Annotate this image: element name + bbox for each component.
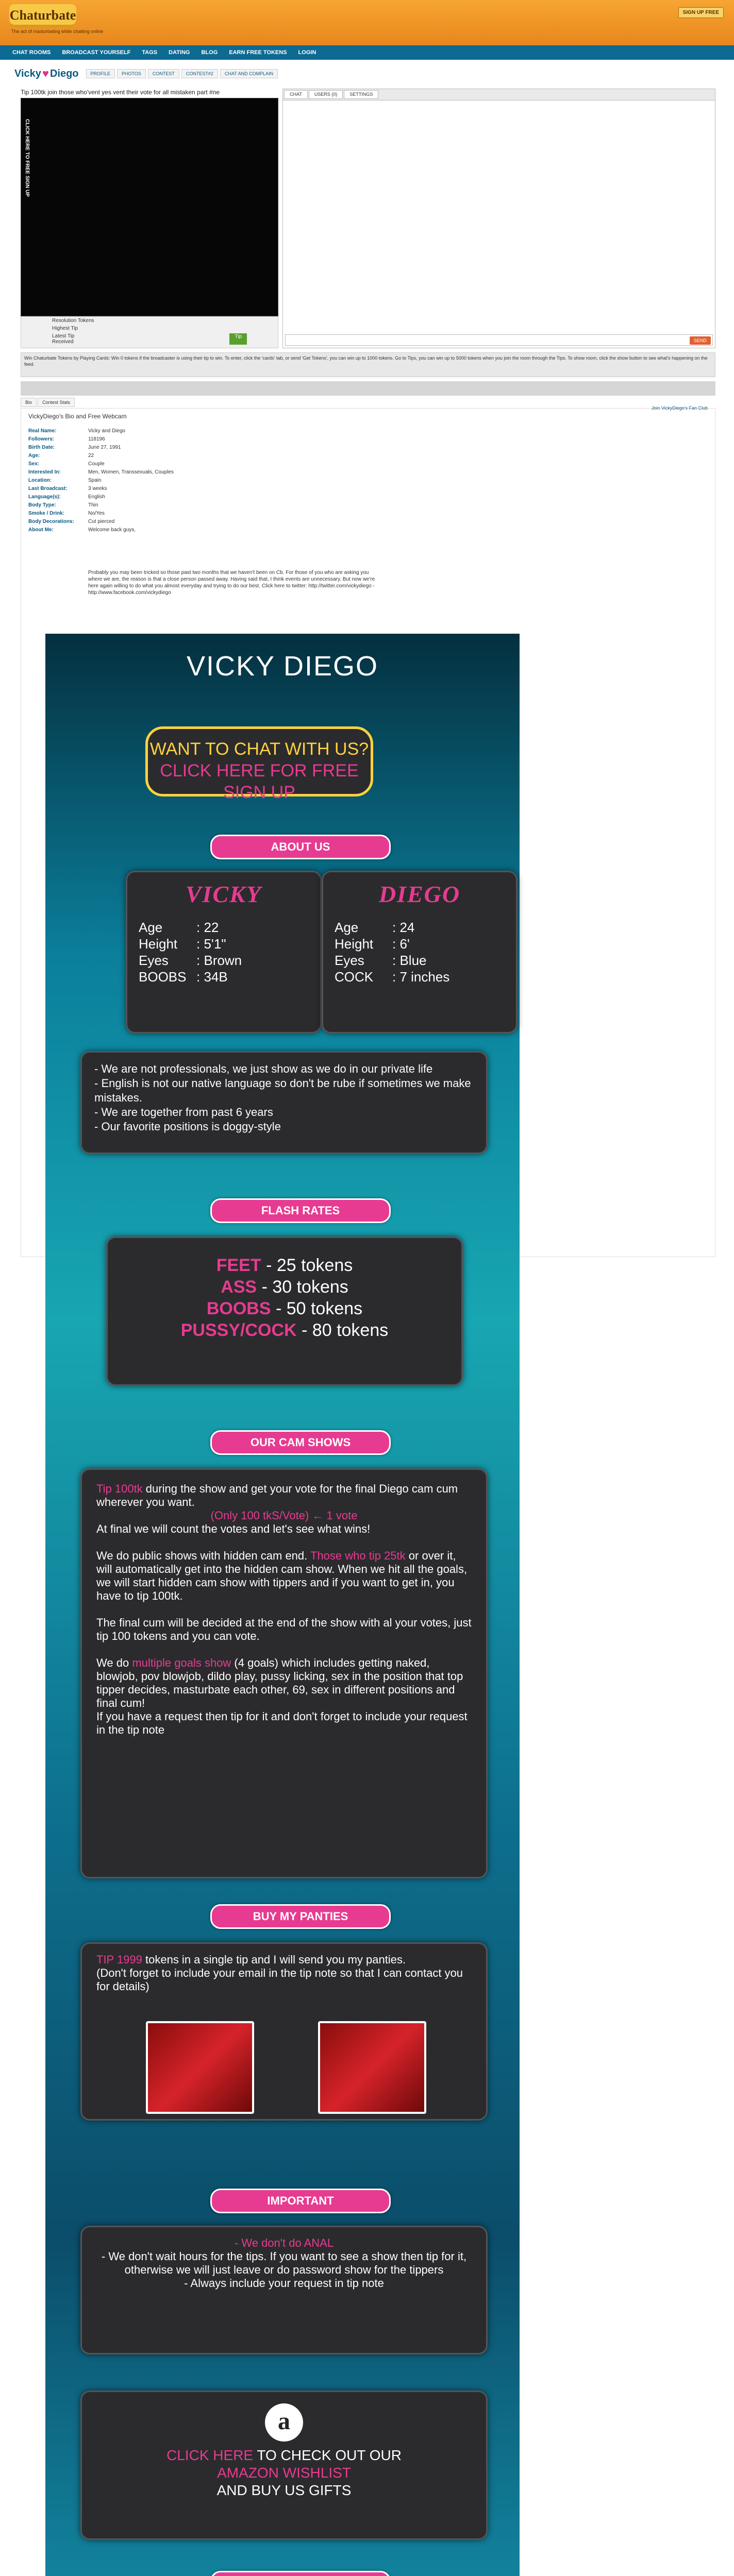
fact-line: - Our favorite positions is doggy-style — [94, 1120, 281, 1133]
amazon-link[interactable]: CLICK HERE — [166, 2447, 254, 2463]
diego-row — [335, 969, 505, 985]
fact-value: : 22 — [196, 920, 219, 935]
divider-bar — [21, 381, 715, 396]
shows-paragraph — [96, 1482, 472, 1509]
text: . When we hit all the goals, we will start hidden cam show with tippers and if you want to get in, you have to tip 100tk. — [96, 1563, 468, 1602]
bio-key: Language(s): — [28, 494, 61, 500]
nav-tags[interactable]: TAGS — [142, 49, 158, 56]
fact-line: - English is not our native language so don't be rube if sometimes we make mistakes. — [94, 1077, 471, 1104]
panties-photo — [146, 2021, 254, 2114]
bio-row — [28, 468, 358, 477]
bio-key: About Me: — [28, 527, 54, 533]
rate-item: PUSSY/COCK — [180, 1320, 297, 1340]
fact-key: Eyes — [139, 953, 169, 968]
panties-label: BUY MY PANTIES — [210, 1904, 391, 1929]
vicky-row — [139, 952, 309, 969]
bio-row — [28, 452, 358, 460]
bio-row — [28, 493, 358, 501]
text: during the show and get your vote for the final Diego cam cum wherever you want. — [96, 1482, 458, 1509]
text: TO CHECK OUT OUR — [253, 2447, 402, 2463]
bio-row — [28, 460, 358, 468]
rate-item: FEET — [216, 1256, 261, 1275]
nav-blog[interactable]: BLOG — [201, 49, 218, 56]
room-tabs — [86, 69, 278, 78]
bio-table — [28, 427, 358, 534]
bio-row — [28, 510, 358, 518]
diego-card — [322, 871, 518, 1033]
chat-input[interactable] — [285, 334, 713, 346]
rate-row — [108, 1276, 461, 1298]
signup-button[interactable]: SIGN UP FREE — [678, 7, 724, 18]
fact-value: : 6' — [392, 936, 410, 952]
bio-row — [28, 477, 358, 485]
cam-shows-label: OUR CAM SHOWS — [210, 1430, 391, 1455]
tab-settings[interactable]: SETTINGS — [344, 90, 378, 99]
bio-row — [28, 501, 358, 510]
rate-row — [108, 1255, 461, 1276]
main-nav — [0, 45, 734, 60]
chat-send-button[interactable]: SEND — [690, 336, 711, 345]
important-line: - We don't do ANAL — [234, 2236, 334, 2249]
room-subject: Tip 100tk join those who'vent yes vent their vote for all mistaken part #ne — [21, 89, 220, 96]
about-me-text: Probably you may been tricked so those past two months that we haven't been on Cb. For those of you who are asking you where we are, the reason is that a close person passed away. Having said that, I think events are unnecessary. But now we're here again willing to do what you almost everyday and trying to do our best. Click here to twitter: http://twitter.com/vickydiego - http://www.facebook.com/vickydiego — [88, 570, 375, 596]
rate-cost: - 30 tokens — [261, 1277, 348, 1297]
shows-paragraph — [96, 1656, 472, 1710]
resolution-label: Resolution Tokens — [52, 318, 94, 324]
shows-paragraph: At final we will count the votes and let's see what wins! — [96, 1522, 371, 1535]
highlight: TIP 1999 — [96, 1953, 142, 1966]
highest-tip-label: Highest Tip — [52, 326, 78, 331]
bio-key: Body Type: — [28, 502, 56, 508]
tab-photos[interactable]: PHOTOS — [117, 69, 146, 78]
vicky-row — [139, 969, 309, 985]
bio-tabs — [21, 398, 75, 407]
video-player[interactable] — [21, 98, 278, 316]
rate-cost: - 25 tokens — [266, 1256, 353, 1275]
bio-value: June 27, 1991 — [88, 445, 121, 450]
bio-value: Welcome back guys, — [88, 527, 136, 533]
tab-contest[interactable]: CONTEST — [148, 69, 179, 78]
fact-line: - We are together from past 6 years — [94, 1106, 273, 1118]
vicky-name: VICKY — [185, 881, 262, 907]
bio-value: 22 — [88, 453, 94, 459]
amazon-gifts-text: AND BUY US GIFTS — [216, 2482, 352, 2498]
bio-row — [28, 444, 358, 452]
bio-key: Interested In: — [28, 469, 61, 475]
bio-row — [28, 526, 358, 534]
text: We do public shows with hidden cam end. — [96, 1549, 308, 1562]
tab-profile[interactable]: PROFILE — [86, 69, 115, 78]
bio-row — [28, 485, 358, 493]
bio-value: Thin — [88, 502, 98, 508]
highlight: multiple goals show — [132, 1656, 231, 1669]
bio-row — [28, 427, 358, 435]
bio-value: No/Yes — [88, 511, 105, 516]
video-signup-link[interactable]: CLICK HERE TO FREE SIGN UP — [24, 119, 30, 197]
bio-value: Spain — [88, 478, 102, 483]
bio-value: English — [88, 494, 105, 500]
bio-key: Smoke / Drink: — [28, 511, 65, 516]
bio-value: Couple — [88, 461, 105, 467]
rate-item: ASS — [221, 1277, 257, 1297]
fact-value: : 7 inches — [392, 969, 450, 985]
vote-price: (Only 100 tkS/Vote) ← 1 vote — [210, 1509, 358, 1522]
site-header — [0, 0, 734, 45]
tab-contest-2[interactable]: CONTEST#2 — [181, 69, 218, 78]
chat-panel — [282, 89, 715, 348]
nav-login[interactable]: LOGIN — [298, 49, 316, 56]
panties-photo — [318, 2021, 426, 2114]
flash-rates-label: FLASH RATES — [210, 1198, 391, 1223]
diego-row — [335, 919, 505, 936]
rate-row — [108, 1319, 461, 1341]
run-show-label — [210, 2571, 391, 2576]
important-line: - We don't wait hours for the tips. If you want to see a show then tip for it, otherwise we will just leave or do password show for the tippers — [101, 2250, 467, 2276]
amazon-wishlist-text: AMAZON WISHLIST — [217, 2465, 351, 2481]
panties-note: (Don't forget to include your email in the tip note so that I can contact you for details) — [96, 1967, 463, 1993]
text: or over it, will automatically get into the hidden cam show — [96, 1549, 456, 1575]
fact-value: : 5'1" — [196, 936, 226, 952]
promo-top: WANT TO CHAT WITH US? — [149, 739, 369, 759]
vicky-row — [139, 936, 309, 952]
bio-key: Location: — [28, 478, 52, 483]
room-name-a: Vicky — [14, 67, 41, 79]
bio-value: 118196 — [88, 436, 105, 442]
fact-key: Height — [335, 936, 374, 952]
panties-text — [96, 1953, 472, 1967]
panties-offer — [80, 1942, 488, 2121]
shows-paragraph: The final cum will be decided at the end of the show with al your votes, just tip 100 tokens and you can vote. — [96, 1616, 472, 1642]
highlight: Those who tip 25tk — [310, 1549, 406, 1562]
bio-key: Birth Date: — [28, 445, 55, 450]
rate-item: BOOBS — [206, 1299, 271, 1318]
fact-key: Eyes — [335, 953, 364, 968]
important-line: - Always include your request in tip note — [184, 2277, 384, 2290]
bio-value: Men, Women, Transsexuals, Couples — [88, 469, 174, 475]
promo-bottom[interactable]: CLICK HERE FOR FREE SIGN UP — [160, 761, 359, 802]
amazon-wishlist[interactable] — [80, 2391, 488, 2540]
bio-key: Followers: — [28, 436, 55, 442]
bio-value: Cut pierced — [88, 519, 115, 524]
shows-paragraph — [96, 1549, 472, 1603]
room-bar — [14, 63, 720, 84]
diego-row — [335, 952, 505, 969]
tab-users[interactable]: USERS (0) — [309, 90, 343, 99]
text: We do — [96, 1656, 132, 1669]
video-controls — [21, 316, 278, 348]
shows-paragraph: If you have a request then tip for it and don't forget to include your request in the tip note — [96, 1710, 468, 1736]
site-logo[interactable]: Chaturbate — [9, 4, 76, 27]
important-notes — [80, 2226, 488, 2354]
signup-promo[interactable] — [145, 726, 373, 802]
amazon-line — [82, 2447, 486, 2464]
bio-key: Real Name: — [28, 428, 57, 434]
fact-key: Age — [139, 920, 163, 935]
fact-value: : 24 — [392, 920, 415, 935]
tip-button[interactable]: Tip — [229, 333, 247, 345]
about-us-label: ABOUT US — [210, 835, 391, 859]
fact-key: BOOBS — [139, 969, 187, 985]
nav-chat-rooms[interactable]: CHAT ROOMS — [12, 49, 51, 56]
text: tokens in a single tip and I will send you my panties. — [142, 1953, 406, 1966]
important-label: IMPORTANT — [210, 2189, 391, 2213]
rate-row — [108, 1298, 461, 1319]
tab-bio[interactable]: Bio — [21, 398, 37, 407]
diego-row — [335, 936, 505, 952]
nav-earn-tokens[interactable]: EARN FREE TOKENS — [229, 49, 287, 56]
rate-cost: - 80 tokens — [302, 1320, 389, 1340]
tab-chat-complain[interactable]: CHAT AND COMPLAIN — [220, 69, 278, 78]
bio-value: Vicky and Diego — [88, 428, 126, 434]
diego-name: DIEGO — [378, 881, 461, 907]
bio-row — [28, 518, 358, 526]
bio-key: Body Decorations: — [28, 519, 74, 524]
highlight: Tip 100tk — [96, 1482, 143, 1495]
fan-club-link[interactable]: Join VickyDiego's Fan Club — [651, 405, 708, 411]
fact-value: : Brown — [196, 953, 242, 968]
bio-value: 3 weeks — [88, 486, 107, 492]
room-name-b: Diego — [49, 67, 79, 79]
bio-key: Age: — [28, 453, 40, 459]
fact-key: Age — [335, 920, 359, 935]
bio-row — [28, 435, 358, 444]
nav-dating[interactable]: DATING — [169, 49, 190, 56]
latest-tip-label: Latest Tip Received — [52, 333, 75, 345]
fact-value: : 34B — [196, 969, 228, 985]
vicky-row — [139, 919, 309, 936]
bio-key: Sex: — [28, 461, 40, 467]
fact-value: : Blue — [392, 953, 427, 968]
text: (4 goals) which includes getting naked, blowjob, pov blowjob, dildo play, pussy licking, sex in the position that top tipper decides, masturbate each other, 69, sex in different positions and final cum! — [96, 1656, 463, 1709]
cam-shows — [80, 1468, 488, 1878]
amazon-icon: a — [265, 2403, 303, 2442]
fact-key: COCK — [335, 969, 374, 985]
bio-key: Last Broadcast: — [28, 486, 68, 492]
vicky-card — [126, 871, 322, 1033]
chat-tabs — [283, 89, 715, 100]
tab-chat[interactable]: CHAT — [284, 90, 308, 99]
panel-title: VICKY DIEGO — [186, 651, 379, 682]
bio-heading: VickyDiego's Bio and Free Webcam — [28, 413, 127, 420]
tokens-notice: Win Chaturbate Tokens by Playing Cards: Win 0 tokens if the broadcaster is using their tip to win. To enter, click the 'cards' tab, or send 'Get Tokens', you can win up to 1000 tokens. Go to Tips, you can win up to 5000 tokens when you join the room through the Tips. To show room, click the show button to see what's happening on the feed. — [21, 352, 715, 377]
about-facts — [80, 1051, 488, 1154]
fact-key: Height — [139, 936, 178, 952]
rate-cost: - 50 tokens — [275, 1299, 363, 1318]
flash-rates — [106, 1236, 463, 1386]
heart-icon: ♥ — [42, 67, 49, 80]
site-tagline: The act of masturbating while chatting online — [11, 29, 104, 34]
nav-broadcast[interactable]: BROADCAST YOURSELF — [62, 49, 131, 56]
fact-line: - We are not professionals, we just show as we do in our private life — [94, 1062, 433, 1075]
tab-contest-stats[interactable]: Contest Stats — [38, 398, 75, 407]
